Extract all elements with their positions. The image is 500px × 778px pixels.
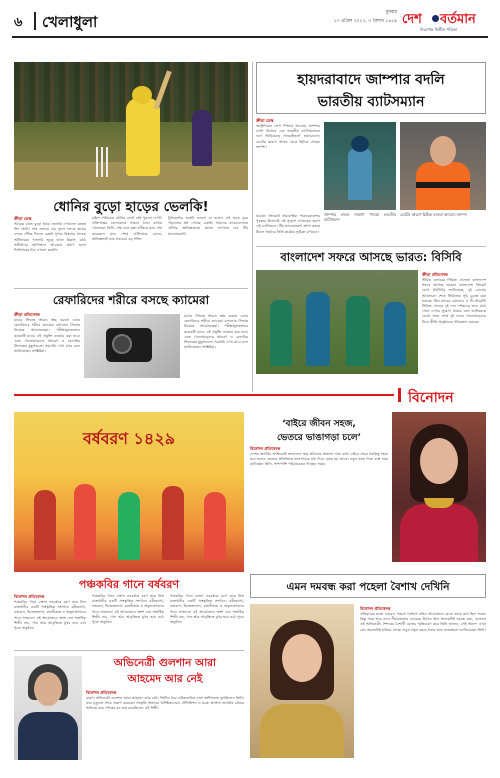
dancer-4 xyxy=(162,486,184,560)
quote-byline: বিনোদন প্রতিবেদক xyxy=(250,446,281,451)
page-number: ৬ xyxy=(14,15,23,30)
gulshan-headline-line1: অভিনেত্রী গুলশান আরা xyxy=(113,657,217,669)
fielder-figure xyxy=(192,110,212,166)
quote-headline-line1: ‘বাইরে জীবন সহজ, xyxy=(282,419,356,429)
entertainment-title: বিনোদন xyxy=(408,390,454,406)
boishakh-body-col3: পঞ্চকবির গানে বাংলা নববর্ষকে বরণ করে নিল রাজধানীর একটি সাংস্কৃতিক সংগঠন। রবীন্দ্রনাথ, নজরুল, দ্বিজেন্দ্রলাল, রজনীকান্ত ও অতুলপ্রসাদের গানে সাজানো এই আয়োজনে অংশ নেন শতাধিক শিল্পী। নাচ, গান আর আবৃত্তিতে মুখর হয়ে ওঠে পুরো অনুষ্ঠান। xyxy=(170,594,244,625)
hyderabad-headline-line2: ভারতীয় ব্যাটসম্যান xyxy=(317,94,425,110)
section-title: খেলাধুলা xyxy=(42,13,98,31)
referee-body-col2: মাঠের সিদ্ধান্ত আরও স্বচ্ছ করতে এবার রেফারিদের শরীরে ক্যামেরা বসানোর সিদ্ধান্ত নিয়েছে আয়োজকরা। পরীক্ষামূলকভাবে কয়েকটি ম্যাচে এই প্রযুক্তি ব্যবহার করা হবে। এতে খেলোয়াড়দের আচরণ ও রেফারির সিদ্ধান্তের মুহূর্তগুলো সরাসরি দেখা যাবে বলে জানিয়েছেন সংশ্লিষ্টরা। xyxy=(184,314,248,350)
zampa-photo xyxy=(400,122,486,210)
logo-tagline: নিরপেক্ষ নির্ভীক পত্রিকা xyxy=(420,27,458,32)
boishakh-body-col2: পঞ্চকবির গানে বাংলা নববর্ষকে বরণ করে নিল রাজধানীর একটি সাংস্কৃতিক সংগঠন। রবীন্দ্রনাথ, নজরুল, দ্বিজেন্দ্রলাল, রজনীকান্ত ও অতুলপ্রসাদের গানে সাজানো এই আয়োজনে অংশ নেন শতাধিক শিল্পী। নাচ, গান আর আবৃত্তিতে মুখর হয়ে ওঠে পুরো অনুষ্ঠান। xyxy=(92,594,164,625)
batsman-helmet xyxy=(132,86,152,104)
gulshan-ara-photo xyxy=(14,656,82,760)
divider-gulshan xyxy=(14,650,244,651)
page-header xyxy=(0,0,500,48)
dancer-2 xyxy=(74,484,96,560)
gulshan-saree xyxy=(18,712,78,760)
referee-body: মাঠের সিদ্ধান্ত আরও স্বচ্ছ করতে এবার রেফারিদের শরীরে ক্যামেরা বসানোর সিদ্ধান্ত নিয়েছে আয়োজকরা। পরীক্ষামূলকভাবে কয়েকটি ম্যাচে এই প্রযুক্তি ব্যবহার করা হবে। এতে খেলোয়াড়দের আচরণ ও রেফারির সিদ্ধান্তের মুহূর্তগুলো সরাসরি দেখা যাবে বলে জানিয়েছেন সংশ্লিষ্টরা। xyxy=(14,318,80,354)
hyderabad-caption-2: চোটের কারণে ছিটকে যাওয়া অ্যাডাম জাম্পা xyxy=(400,212,467,217)
hyderabad-byline: ক্রীড়া ডেস্ক xyxy=(256,118,274,123)
quote-headline-line2: ভেতরে ভাঙাগড়া চলে’ xyxy=(276,433,361,443)
zampa-face xyxy=(430,136,456,166)
body-camera-photo xyxy=(84,314,180,378)
hyderabad-body-col2: ঘরোয়া ক্রিকেটে ধারাবাহিক পারফরম্যান্সের পুরস্কার হিসেবেই এই সুযোগ পেয়েছেন তরুণ এই ব্যাটসম্যান। টিম ম্যানেজমেন্ট আশা করছে মিডল অর্ডারে তিনি কার্যকর ভূমিকা রাখবেন। xyxy=(256,214,320,234)
banner-text: বর্ষবরণ ১৪২৯ xyxy=(82,429,176,448)
nobo-body: প্রতিবারের মতো এবারও পহেলা বৈশাখে রঙিন আয়োজনে মেতে ওঠার কথা ছিল সবার। কিন্তু গরম আর নানা সীমাবদ্ধতায় এবারের উৎসব ছিল অনেকটাই দমবন্ধ করা, বললেন এই অভিনেত্রী। শৈশবের বৈশাখী মেলার স্মৃতিচারণ করে তিনি জানান, সেই আনন্দ এখন যেন অনেকটাই হারিয়ে গেছে। তবুও নতুন বছরে সবার জন্য শুভকামনা জানিয়েছেন তিনি। xyxy=(360,612,486,632)
sports-column-divider xyxy=(252,62,253,392)
issue-date: ১৩ এপ্রিল ২০২২, ৩ বৈশাখ ১৪২৯ xyxy=(333,19,397,24)
dancer-3 xyxy=(118,492,140,560)
dhoni-body-col3: টুর্নামেন্টের শুরুটা ভালো না হলেও এই জয়ে ঘুরে দাঁড়ানোর স্বপ্ন দেখছে চেন্নাই। সামনের ম্যাচগুলোতে ধোনির অভিজ্ঞতাকে কাজে লাগাতে চায় টিম ম্যানেজমেন্ট। xyxy=(168,216,248,236)
actress-portrait-photo xyxy=(392,412,486,562)
hyderabad-headline-box xyxy=(256,62,486,114)
logo-word-right: বর্তমান xyxy=(440,12,476,27)
hyderabad-headline-line1: হায়দরাবাদে জাম্পার বদলি xyxy=(297,72,445,88)
stumps xyxy=(96,147,110,177)
referee-headline: রেফারিদের শরীরে বসছে ক্যামেরা xyxy=(52,293,210,307)
entertainment-section-label xyxy=(398,386,486,404)
gulshan-headline-line2: আহমেদ আর নেই xyxy=(127,673,203,685)
logo-emblem-icon xyxy=(432,15,439,22)
hyderabad-body-col1: অস্ট্রেলিয়ান লেগ স্পিনার অ্যাডাম জাম্পার বদলি হিসেবে এক ভারতীয় ব্যাটসম্যানকে দলে ভিড়িয়েছে সানরাইজার্স হায়দরাবাদ। চোটের কারণে আসর থেকে ছিটকে গেছেন জাম্পা। xyxy=(256,124,320,149)
divider-bd-tour xyxy=(256,246,486,247)
entertainment-label-rule xyxy=(14,394,394,396)
boishakh-body-col1: পঞ্চকবির গানে বাংলা নববর্ষকে বরণ করে নিল রাজধানীর একটি সাংস্কৃতিক সংগঠন। রবীন্দ্রনাথ, নজরুল, দ্বিজেন্দ্রলাল, রজনীকান্ত ও অতুলপ্রসাদের গানে সাজানো এই আয়োজনে অংশ নেন শতাধিক শিল্পী। নাচ, গান আর আবৃত্তিতে মুখর হয়ে ওঠে পুরো অনুষ্ঠান। xyxy=(14,600,86,631)
dhoni-body-col2: চল্লিশ পেরিয়েও ধোনির ব্যাটে সেই পুরনো দাপট। প্রতিপক্ষের বোলারদের সামনে ঠান্ডা মাথায় খেলেছেন তিনি, শেষ বলে ছক্কা হাঁকিয়ে ম্যাচ শেষ করেছেন। ম্যাচ শেষে অধিনায়ক বলেন, অভিজ্ঞতাই তার সবচেয়ে বড় শক্তি। xyxy=(92,216,162,241)
dhoni-byline: ক্রীড়া ডেস্ক xyxy=(14,216,32,221)
issue-day: বুধবার xyxy=(385,10,397,15)
actress-saree xyxy=(400,504,478,562)
actress2-face xyxy=(282,634,322,682)
actress2-dress xyxy=(260,704,344,758)
dhoni-body-col1: আরেক রাতে বুড়ো হাড়ে ভেলকি দেখালেন মহেন্দ্র সিং ধোনি। শেষ ওভারে ঝড় তুলে দলকে জয়ের বন্দরে পৌঁছে দিলেন চেন্নাই সুপার কিংসের সাবেক অধিনায়ক। গ্যালারি জুড়ে তখন উল্লাস, মাঠে সতীর্থদের আলিঙ্গনে আবারও প্রমাণ হলো ফিনিশারের ধার এখনো কমেনি। xyxy=(14,222,86,253)
bd-tour-body: সীমিত ওভারের সিরিজ খেলতে বাংলাদেশ সফরে আসছে ভারত। বাংলাদেশ ক্রিকেট বোর্ড (বিসিবি) জানিয়েছে, দুই বোর্ডের আলোচনা শেষে সিরিজের সূচি চূড়ান্ত করা হয়েছে। তিন ম্যাচের ওয়ানডে ও টি-টোয়েন্টি সিরিজ খেলবে দুই দল। দর্শকদের জন্য মাঠে খেলা দেখার সুযোগ থাকবে বলে জানিয়েছে বোর্ড। সফর শেষে দুই দলের খেলোয়াড়দের নিয়ে প্রীতি অনুষ্ঠানের পরিকল্পনা রয়েছে। xyxy=(422,278,486,324)
bd-tour-headline: বাংলাদেশ সফরে আসছে ভারত: বিসিবি xyxy=(280,250,462,264)
batsman-figure xyxy=(126,98,160,176)
bd-tour-byline: ক্রীড়া প্রতিবেদক xyxy=(422,272,448,277)
gulshan-face xyxy=(34,672,62,706)
header-divider xyxy=(34,12,36,30)
borshoboron-dance-photo xyxy=(14,412,244,572)
actress-face xyxy=(420,438,458,484)
boishakh-caption: পঞ্চকবির গানে বর্ষবরণ xyxy=(78,578,180,591)
dhoni-headline: ধোনির বুড়ো হাড়ের ভেলকি! xyxy=(53,199,209,215)
player-1 xyxy=(270,300,292,366)
divider-referee xyxy=(14,288,248,289)
nobo-headline: এমন দমবন্ধ করা পহেলা বৈশাখ দেখিনি xyxy=(286,581,450,593)
actress-two-photo xyxy=(250,604,354,758)
referee-byline: ক্রীড়া প্রতিবেদক xyxy=(14,312,40,317)
camera-lens xyxy=(112,334,132,354)
player-4 xyxy=(384,302,406,366)
quote-body: দেশের জনপ্রিয় অভিনেত্রী জানালেন তার জীবনের অজানা নানা কথা। বাইরে থেকে সবকিছু সহজ মনে হলেও ভেতরে প্রতিনিয়ত ভাঙাগড়ার মধ্য দিয়ে যেতে হয় তাকে। নতুন কাজ নিয়ে ব্যস্ত সময় কাটাচ্ছেন তিনি, পাশাপাশি পরিবারকেও দিচ্ছেন সময়। xyxy=(250,452,388,467)
boishakh-byline: বিনোদন প্রতিবেদক xyxy=(14,594,45,599)
india-team-photo xyxy=(256,270,418,374)
masthead-logo xyxy=(402,7,486,35)
gulshan-byline: বিনোদন প্রতিবেদক xyxy=(86,690,117,695)
nobo-headline-box xyxy=(250,574,486,598)
player-body xyxy=(348,148,372,200)
gulshan-body: বরেণ্য অভিনেত্রী গুলশান আরা আহমেদ আর নেই। দীর্ঘদিন ধরে বার্ধক্যজনিত নানা জটিলতায় ভুগছিলেন তিনি। তার মৃত্যুতে শোক প্রকাশ করেছেন সংস্কৃতি অঙ্গনের বিশিষ্টজনেরা। টেলিভিশন ও মঞ্চে অসংখ্য জনপ্রিয় চরিত্রে অভিনয় করে দর্শকের মন জয় করেছিলেন এই শিল্পী। xyxy=(86,696,244,711)
player-2 xyxy=(306,292,330,366)
dhoni-batting-photo xyxy=(14,62,248,190)
dancer-1 xyxy=(34,490,56,560)
nobo-byline: বিনোদন প্রতিবেদক xyxy=(360,606,391,611)
entertainment-bar xyxy=(398,388,401,402)
indian-batsman-photo xyxy=(324,122,396,210)
logo-word-left: দেশ xyxy=(402,12,422,27)
dancer-5 xyxy=(204,492,226,560)
hyderabad-caption-1: জাম্পার বদলে জায়গা পাওয়া ভারতীয় ব্যাটসম্যান xyxy=(324,212,396,223)
player-helmet xyxy=(351,136,369,152)
zampa-jersey-stripe xyxy=(416,182,470,188)
player-3 xyxy=(346,296,370,366)
header-rule xyxy=(12,36,488,38)
